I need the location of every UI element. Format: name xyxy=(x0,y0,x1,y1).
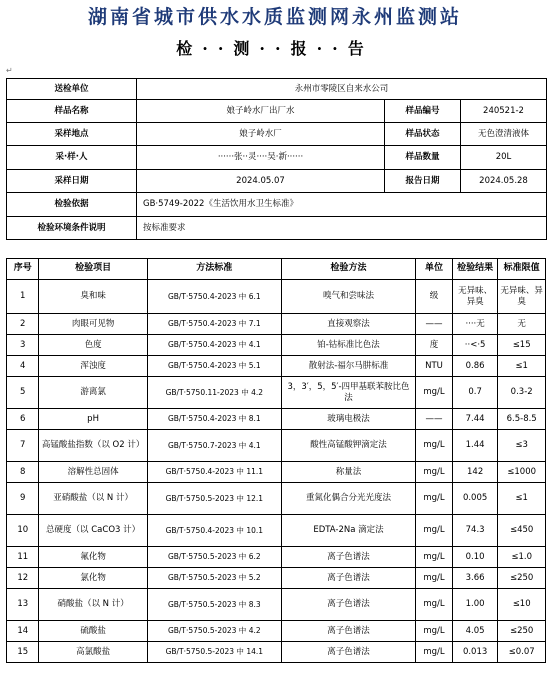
row-method: 称量法 xyxy=(281,462,415,483)
row-standard: GB/T·5750.4-2023 中 10.1 xyxy=(147,515,281,547)
table-row xyxy=(7,462,546,483)
env-value: 按标准要求 xyxy=(137,217,547,240)
row-no: 9 xyxy=(7,483,39,515)
table-row xyxy=(7,335,546,356)
location-value: 娘子岭水厂 xyxy=(137,123,385,146)
col-header-standard: 方法标准 xyxy=(147,259,281,280)
col-header-item: 检验项目 xyxy=(39,259,147,280)
row-standard: GB/T·5750.4-2023 中 5.1 xyxy=(147,356,281,377)
row-method: 3，3′，5，5′-四甲基联苯胺比色法 xyxy=(281,377,415,409)
row-result: 4.05 xyxy=(452,621,497,642)
env-label: 检验环境条件说明 xyxy=(7,217,137,240)
row-method: 离子色谱法 xyxy=(281,568,415,589)
row-limit: ≤3 xyxy=(498,430,546,462)
row-limit: ≤250 xyxy=(498,568,546,589)
row-result: 0.86 xyxy=(452,356,497,377)
row-item: 硝酸盐（以 N 计） xyxy=(39,589,147,621)
row-standard: GB/T·5750.4-2023 中 11.1 xyxy=(147,462,281,483)
row-limit: 无 xyxy=(498,314,546,335)
sample-no-value: 240521-2 xyxy=(461,100,547,123)
row-limit: 0.3-2 xyxy=(498,377,546,409)
report-org-title: 湖南省城市供水水质监测网永州监测站 xyxy=(87,6,462,28)
row-limit: 6.5-8.5 xyxy=(498,409,546,430)
row-standard: GB/T·5750.5-2023 中 8.3 xyxy=(147,589,281,621)
row-result: 3.66 xyxy=(452,568,497,589)
table-row xyxy=(7,515,546,547)
row-item: 氯化物 xyxy=(39,568,147,589)
row-unit: mg/L xyxy=(416,642,453,663)
state-label: 样品状态 xyxy=(385,123,461,146)
row-no: 5 xyxy=(7,377,39,409)
row-method: 嗅气和尝味法 xyxy=(281,280,415,314)
row-unit: NTU xyxy=(416,356,453,377)
row-no: 4 xyxy=(7,356,39,377)
row-item: 肉眼可见物 xyxy=(39,314,147,335)
row-standard: GB/T·5750.5-2023 中 12.1 xyxy=(147,483,281,515)
row-unit: —— xyxy=(416,409,453,430)
row-limit: 无异味、异臭 xyxy=(498,280,546,314)
row-standard: GB/T·5750.5-2023 中 4.2 xyxy=(147,621,281,642)
table-row xyxy=(7,483,546,515)
row-unit: —— xyxy=(416,314,453,335)
row-method: 铂-钴标准比色法 xyxy=(281,335,415,356)
row-result: 0.7 xyxy=(452,377,497,409)
row-item: 色度 xyxy=(39,335,147,356)
row-item: 硫酸盐 xyxy=(39,621,147,642)
sample-no-label: 样品编号 xyxy=(385,100,461,123)
row-limit: ≤1 xyxy=(498,483,546,515)
col-header-limit: 标准限值 xyxy=(498,259,546,280)
row-item: 游离氯 xyxy=(39,377,147,409)
report-title: 检··测··报··告 xyxy=(176,39,374,58)
row-standard: GB/T·5750.5-2023 中 14.1 xyxy=(147,642,281,663)
row-unit: mg/L xyxy=(416,377,453,409)
row-result: 0.005 xyxy=(452,483,497,515)
row-no: 12 xyxy=(7,568,39,589)
sample-name-label: 样品名称 xyxy=(7,100,137,123)
col-header-result: 检验结果 xyxy=(452,259,497,280)
client-label: 送检单位 xyxy=(7,79,137,100)
row-result: 0.10 xyxy=(452,547,497,568)
row-unit: mg/L xyxy=(416,483,453,515)
col-header-no: 序号 xyxy=(7,259,39,280)
row-limit: ≤1000 xyxy=(498,462,546,483)
col-header-unit: 单位 xyxy=(416,259,453,280)
row-no: 11 xyxy=(7,547,39,568)
quantity-label: 样品数量 xyxy=(385,146,461,170)
row-method: 玻璃电极法 xyxy=(281,409,415,430)
table-row xyxy=(7,547,546,568)
row-unit: mg/L xyxy=(416,621,453,642)
row-no: 14 xyxy=(7,621,39,642)
row-unit: mg/L xyxy=(416,568,453,589)
row-unit: mg/L xyxy=(416,589,453,621)
basis-value: GB·5749-2022《生活饮用水卫生标准》 xyxy=(137,193,547,217)
row-method: 直接观察法 xyxy=(281,314,415,335)
row-unit: mg/L xyxy=(416,462,453,483)
row-item: 亚硝酸盐（以 N 计） xyxy=(39,483,147,515)
row-limit: ≤450 xyxy=(498,515,546,547)
row-no: 2 xyxy=(7,314,39,335)
state-value: 无色澄清液体 xyxy=(461,123,547,146)
row-limit: ≤250 xyxy=(498,621,546,642)
sampler-value: ······张··灵····吴·新······ xyxy=(137,146,385,170)
row-item: 氟化物 xyxy=(39,547,147,568)
row-result: 7.44 xyxy=(452,409,497,430)
row-method: 离子色谱法 xyxy=(281,642,415,663)
info-table xyxy=(6,78,547,240)
basis-label: 检验依据 xyxy=(7,193,137,217)
row-method: 离子色谱法 xyxy=(281,621,415,642)
row-result: 无异味、异臭 xyxy=(452,280,497,314)
row-result: 1.00 xyxy=(452,589,497,621)
report-date-value: 2024.05.28 xyxy=(461,170,547,193)
col-header-method: 检验方法 xyxy=(281,259,415,280)
row-result: ····无 xyxy=(452,314,497,335)
table-row xyxy=(7,356,546,377)
report-date-label: 报告日期 xyxy=(385,170,461,193)
row-unit: 度 xyxy=(416,335,453,356)
row-result: ··<·5 xyxy=(452,335,497,356)
row-item: pH xyxy=(39,409,147,430)
row-method: EDTA-2Na 滴定法 xyxy=(281,515,415,547)
row-standard: GB/T·5750.4-2023 中 8.1 xyxy=(147,409,281,430)
row-standard: GB/T·5750.5-2023 中 5.2 xyxy=(147,568,281,589)
row-item: 浑浊度 xyxy=(39,356,147,377)
row-unit: mg/L xyxy=(416,430,453,462)
row-limit: ≤0.07 xyxy=(498,642,546,663)
row-standard: GB/T·5750.7-2023 中 4.1 xyxy=(147,430,281,462)
table-row xyxy=(7,409,546,430)
row-standard: GB/T·5750.4-2023 中 6.1 xyxy=(147,280,281,314)
row-limit: ≤1 xyxy=(498,356,546,377)
row-no: 10 xyxy=(7,515,39,547)
row-no: 8 xyxy=(7,462,39,483)
row-no: 3 xyxy=(7,335,39,356)
paragraph-mark: ↵ xyxy=(6,66,13,75)
row-item: 高锰酸盐指数（以 O2 计） xyxy=(39,430,147,462)
table-row xyxy=(7,621,546,642)
row-no: 1 xyxy=(7,280,39,314)
row-method: 重氮化偶合分光光度法 xyxy=(281,483,415,515)
sample-date-value: 2024.05.07 xyxy=(137,170,385,193)
table-row xyxy=(7,377,546,409)
row-method: 散射法-福尔马肼标准 xyxy=(281,356,415,377)
row-method: 离子色谱法 xyxy=(281,589,415,621)
row-standard: GB/T·5750.4-2023 中 4.1 xyxy=(147,335,281,356)
row-item: 高氯酸盐 xyxy=(39,642,147,663)
table-row xyxy=(7,642,546,663)
row-limit: ≤15 xyxy=(498,335,546,356)
results-table xyxy=(6,258,546,663)
results-body xyxy=(7,280,546,663)
row-result: 0.013 xyxy=(452,642,497,663)
quantity-value: 20L xyxy=(461,146,547,170)
table-row xyxy=(7,280,546,314)
row-result: 74.3 xyxy=(452,515,497,547)
row-method: 离子色谱法 xyxy=(281,547,415,568)
row-item: 溶解性总固体 xyxy=(39,462,147,483)
table-row xyxy=(7,314,546,335)
row-method: 酸性高锰酸钾滴定法 xyxy=(281,430,415,462)
table-row xyxy=(7,568,546,589)
row-result: 142 xyxy=(452,462,497,483)
row-no: 13 xyxy=(7,589,39,621)
row-item: 臭和味 xyxy=(39,280,147,314)
row-no: 6 xyxy=(7,409,39,430)
sample-date-label: 采样日期 xyxy=(7,170,137,193)
row-result: 1.44 xyxy=(452,430,497,462)
table-row xyxy=(7,589,546,621)
row-limit: ≤10 xyxy=(498,589,546,621)
row-standard: GB/T·5750.11-2023 中 4.2 xyxy=(147,377,281,409)
sample-name-value: 娘子岭水厂出厂水 xyxy=(137,100,385,123)
row-unit: mg/L xyxy=(416,515,453,547)
sampler-label: 采·样·人 xyxy=(7,146,137,170)
row-item: 总硬度（以 CaCO3 计） xyxy=(39,515,147,547)
location-label: 采样地点 xyxy=(7,123,137,146)
row-no: 7 xyxy=(7,430,39,462)
row-standard: GB/T·5750.4-2023 中 7.1 xyxy=(147,314,281,335)
row-standard: GB/T·5750.5-2023 中 6.2 xyxy=(147,547,281,568)
table-row xyxy=(7,430,546,462)
row-no: 15 xyxy=(7,642,39,663)
row-unit: 级 xyxy=(416,280,453,314)
client-value: 永州市零陵区自来水公司 xyxy=(137,79,547,100)
row-limit: ≤1.0 xyxy=(498,547,546,568)
row-unit: mg/L xyxy=(416,547,453,568)
